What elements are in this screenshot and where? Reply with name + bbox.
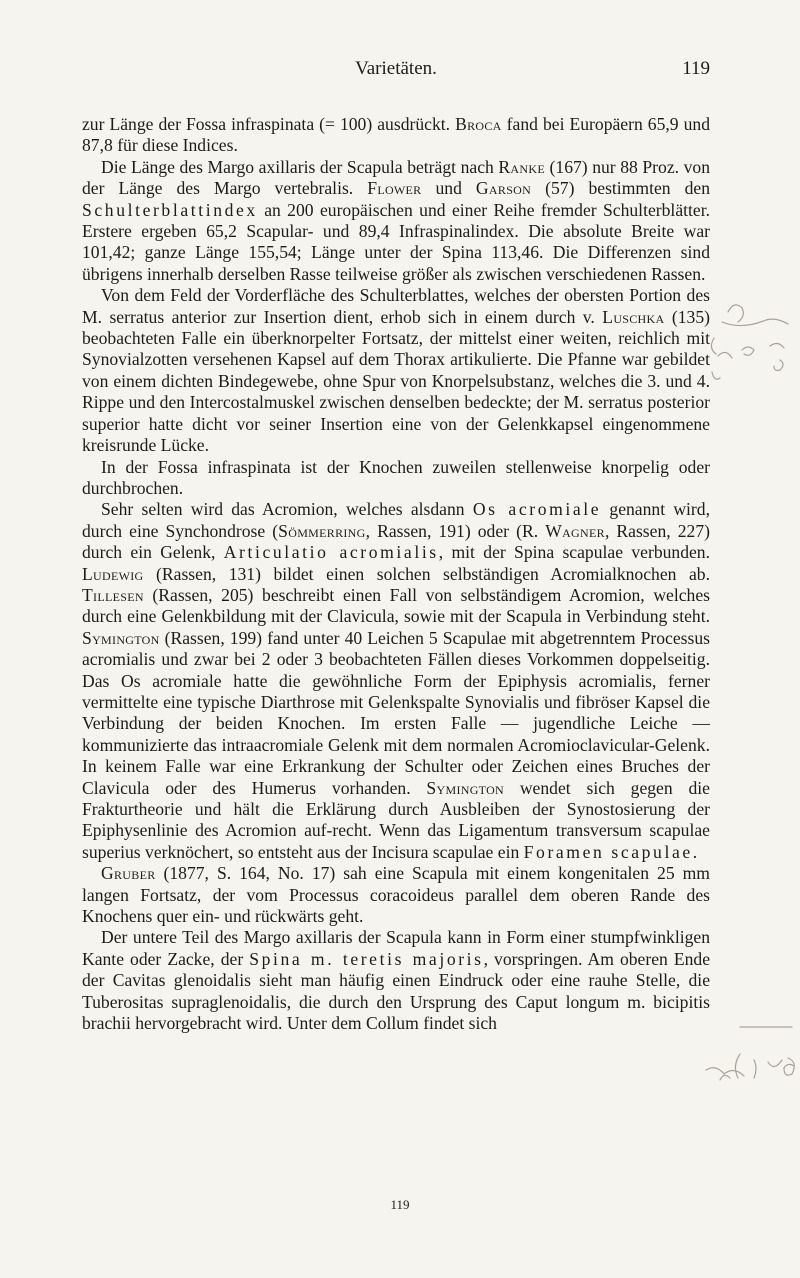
author-name: Garson	[475, 178, 532, 199]
marginal-sketch-lower	[706, 1027, 794, 1080]
body-text	[82, 114, 710, 1034]
text-run: Die Länge des Margo axillaris der Scapula beträgt nach	[101, 156, 499, 177]
text-run: (Rassen, 131) bildet einen solchen selbständigen Acromialknochen ab.	[143, 563, 710, 584]
text-run: Von dem Feld der Vorderfläche des Schulterblattes, welches der obersten Portion des M. serratus anterior zur Insertion dient, erhob sich in einem durch v.	[82, 285, 710, 327]
text-run: , mit der Spina scapulae verbunden.	[438, 542, 711, 563]
running-title: Varietäten.	[355, 58, 437, 79]
spaced-term: Foramen scapulae	[523, 841, 693, 862]
text-run: , Rassen, 191) oder (R.	[365, 520, 546, 541]
text-run: zur Länge der Fossa infraspinata (= 100) ausdrückt.	[82, 114, 456, 134]
text-run: Sehr selten wird das Acromion, welches alsdann	[101, 499, 473, 520]
author-name: Gruber	[101, 863, 156, 884]
author-name: Tillesen	[82, 584, 144, 605]
text-run: (57) bestimmten den	[531, 178, 710, 199]
author-name: Broca	[455, 114, 502, 134]
author-name: Luschka	[602, 306, 665, 327]
author-name: Ranke	[498, 156, 545, 177]
paragraph	[82, 927, 710, 1034]
author-name: Wagner	[545, 520, 605, 541]
footer-page-number: 119	[390, 1197, 410, 1212]
author-name: Ludewig	[82, 563, 144, 584]
text-run: , vorspringen. Am oberen Ende der Cavitas glenoidalis sieht man häufig einen Eindruck oder eine rauhe Stelle, die Tuberositas supraglenoidalis, die durch den Ursprung des Caput longum m. bicipitis brachii hervorgebracht wird. Unter dem Collum findet sich	[82, 948, 711, 1034]
text-run: (Rassen, 199) fand unter 40 Leichen 5 Scapulae mit abgetrenntem Processus acromialis und zwar bei 2 oder 3 beobachteten Fällen dieses Vorkommen doppelseitig. Das Os acromiale hatte die gewöhnliche Form der Epiphysis acromialis, ferner vermittelte eine typische Diarthrose mit Gelenkspalte Synovialis und fibröser Kapsel die Verbindung der beiden Knochen. Im ersten Falle — jugendliche Leiche — kommunizierte das intraacromiale Gelenk mit dem normalen Acromioclavicular-Gelenk. In keinem Falle war eine Erkrankung der Schulter oder Zeichen eines Bruches der Clavicula oder des Humerus vorhanden.	[82, 627, 710, 798]
spaced-term: Spina m. teretis majoris	[249, 948, 484, 969]
text-run: und	[421, 178, 476, 199]
text-run: , Rassen, 227) durch ein Gelenk,	[82, 520, 710, 563]
spaced-term: Schulterblattindex	[82, 199, 258, 220]
text-run: (Rassen, 205) beschreibt einen Fall von selbständigem Acromion, welches durch eine Gelenkbildung mit der Clavicula, sowie mit der Scapula in Verbindung steht.	[82, 584, 710, 627]
text-run: Der untere Teil des Margo axillaris der Scapula kann in Form einer stumpfwinkligen Kante oder Zacke, der	[82, 927, 710, 969]
text-run: an 200 europäischen und einer Reihe fremder Schulterblätter. Erstere ergeben 65,2 Scapular- und 89,4 Infraspinalindex. Die absolute Breite war 101,42; ganze Länge 155,54; Länge unter der Spina 113,46. Die Differenzen sind übrigens innerhalb derselben Rasse teilweise größer als zwischen verschiedenen Rassen.	[82, 199, 710, 284]
author-name: Symington	[426, 777, 505, 798]
header-page-number: 119	[682, 58, 710, 79]
text-run: (1877, S. 164, No. 17) sah eine Scapula mit einem kongenitalen 25 mm langen Fortsatz, der vom Processus coracoideus parallel dem oberen Rande des Knochens quer ein- und rückwärts geht.	[82, 863, 710, 927]
paragraph	[82, 457, 710, 500]
text-run: In der Fossa infraspinata ist der Knochen zuweilen stellenweise knorpelig oder durchbrochen.	[82, 456, 710, 498]
author-name: Symington	[82, 627, 160, 648]
paragraph	[82, 157, 710, 285]
author-name: Sömmerring	[278, 520, 366, 541]
text-run: (167) nur 88 Proz. von der Länge des Margo vertebralis.	[82, 156, 710, 199]
spaced-term: Articulatio acromialis	[223, 542, 439, 563]
text-run: (135) beobachteten Falle ein überknorpelter Fortsatz, der mittelst einer weiten, reichlich mit Synovialzotten versehenen Kapsel auf dem Thorax artikulierte. Die Pfanne war gebildet von einem dichten Bindegewebe, ohne Spur von Knorpelsubstanz, welches die 3. und 4. Rippe und den Intercostalmuskel zwischen denselben bedeckte; der M. serratus posterior superior hatte dicht vor seiner Insertion eine von der Gelenkkapsel eingenommene kreisrunde Lücke.	[82, 306, 710, 456]
text-run: .	[692, 841, 698, 862]
marginal-sketch-upper	[711, 305, 788, 379]
text-run: fand bei Europäern 65,9 und 87,8 für diese Indices.	[82, 114, 710, 156]
paragraph	[82, 285, 710, 456]
author-name: Flower	[367, 178, 422, 199]
page-header	[82, 58, 710, 86]
text-run: wendet sich gegen die Frakturtheorie und hält die Erklärung durch Ausbleiben der Synostosierung der Epiphysenlinie des Acromion auf-recht. Wenn das Ligamentum transversum scapulae superius verknöchert, so entsteht aus der Incisura scapulae ein	[82, 777, 710, 862]
text-run: genannt wird, durch eine Synchondrose (	[82, 499, 710, 541]
paragraph	[82, 114, 710, 157]
paragraph	[82, 499, 710, 863]
paragraph	[82, 863, 710, 927]
spaced-term: Os acromiale	[472, 499, 602, 520]
